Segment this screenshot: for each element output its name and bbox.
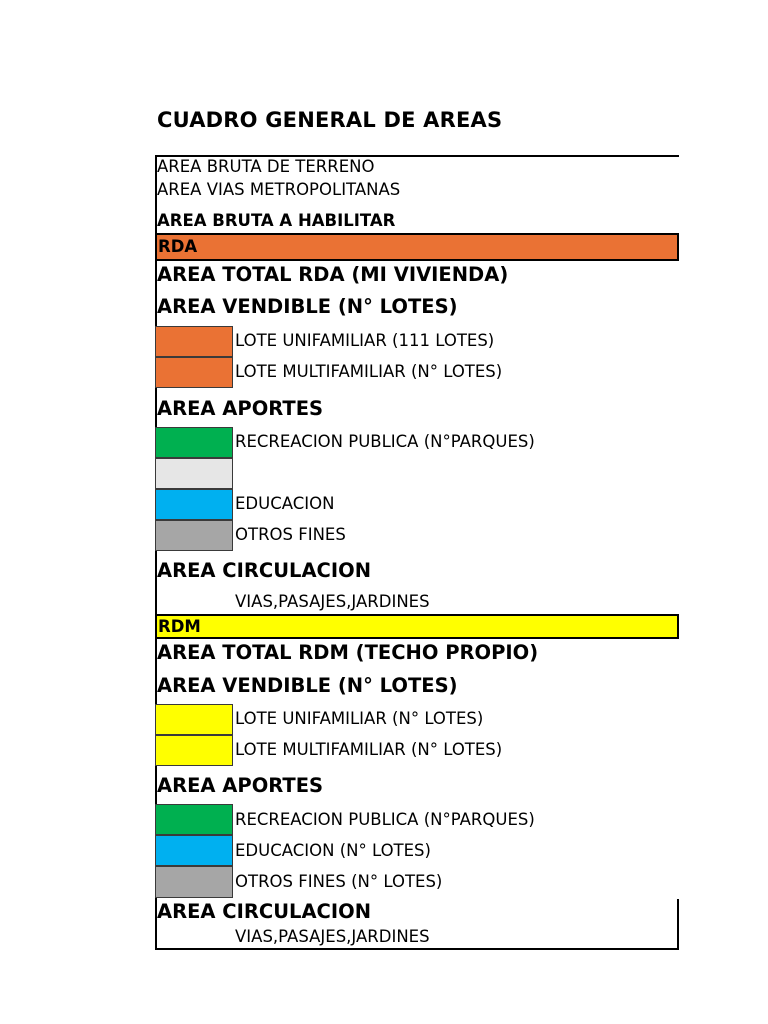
rda-blank-swatch <box>155 458 233 489</box>
rda-lote-unifamiliar-label: LOTE UNIFAMILIAR (111 LOTES) <box>235 331 495 350</box>
rda-vendible-label: AREA VENDIBLE (N° LOTES) <box>157 295 458 318</box>
rdm-lote-multifamiliar-swatch <box>155 735 233 766</box>
rda-lote-multifamiliar-label: LOTE MULTIFAMILIAR (N° LOTES) <box>235 362 503 381</box>
rdm-otros-fines-label: OTROS FINES (N° LOTES) <box>235 872 443 891</box>
rda-header-label: RDA <box>158 237 198 256</box>
rdm-header-band <box>155 614 679 639</box>
rda-lote-multifamiliar-swatch <box>155 357 233 388</box>
rda-aportes-label: AREA APORTES <box>157 397 324 420</box>
rda-educacion-swatch <box>155 489 233 520</box>
table-right-border <box>677 899 679 950</box>
rda-header-band <box>155 233 679 261</box>
area-bruta-terreno-label: AREA BRUTA DE TERRENO <box>157 157 375 176</box>
table-bottom-border <box>155 948 679 950</box>
rda-circulacion-label: AREA CIRCULACION <box>157 559 372 582</box>
rda-recreacion-label: RECREACION PUBLICA (N°PARQUES) <box>235 432 535 451</box>
rda-otros-fines-label: OTROS FINES <box>235 525 346 544</box>
rdm-lote-unifamiliar-swatch <box>155 704 233 735</box>
rdm-vendible-label: AREA VENDIBLE (N° LOTES) <box>157 674 458 697</box>
rdm-recreacion-swatch <box>155 804 233 835</box>
rda-educacion-label: EDUCACION <box>235 494 335 513</box>
rdm-vias-label: VIAS,PASAJES,JARDINES <box>235 927 430 946</box>
rdm-educacion-swatch <box>155 835 233 866</box>
rdm-aportes-label: AREA APORTES <box>157 774 324 797</box>
rdm-header-label: RDM <box>158 617 201 636</box>
rdm-educacion-label: EDUCACION (N° LOTES) <box>235 841 431 860</box>
rda-otros-fines-swatch <box>155 520 233 551</box>
rda-recreacion-swatch <box>155 427 233 458</box>
rdm-otros-fines-swatch <box>155 866 233 898</box>
rdm-circulacion-label: AREA CIRCULACION <box>157 900 372 923</box>
rda-vias-label: VIAS,PASAJES,JARDINES <box>235 592 430 611</box>
rda-lote-unifamiliar-swatch <box>155 326 233 357</box>
area-bruta-habilitar-label: AREA BRUTA A HABILITAR <box>157 211 396 230</box>
rdm-lote-multifamiliar-label: LOTE MULTIFAMILIAR (N° LOTES) <box>235 740 503 759</box>
page-title: CUADRO GENERAL DE AREAS <box>157 108 503 132</box>
area-vias-metropolitanas-label: AREA VIAS METROPOLITANAS <box>157 180 401 199</box>
rdm-total-label: AREA TOTAL RDM (TECHO PROPIO) <box>157 641 539 664</box>
rdm-lote-unifamiliar-label: LOTE UNIFAMILIAR (N° LOTES) <box>235 709 484 728</box>
rda-total-label: AREA TOTAL RDA (MI VIVIENDA) <box>157 263 509 286</box>
rdm-recreacion-label: RECREACION PUBLICA (N°PARQUES) <box>235 810 535 829</box>
